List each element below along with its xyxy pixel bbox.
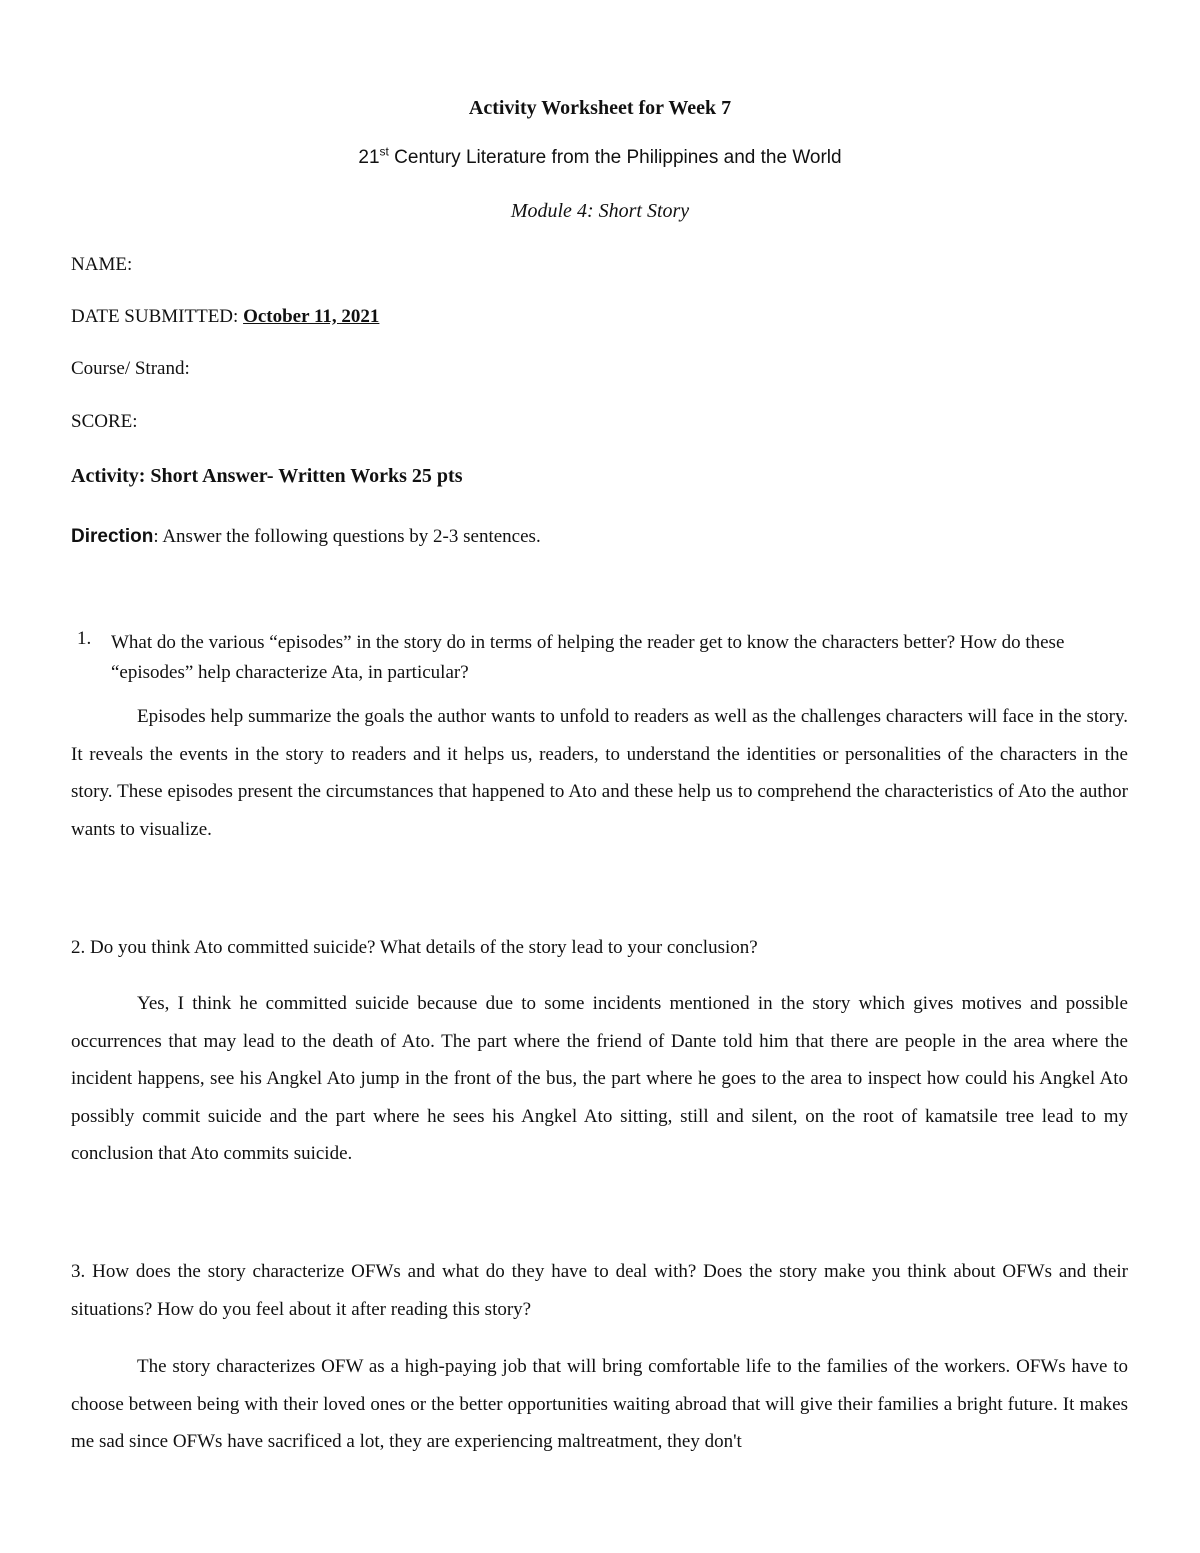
- worksheet-title: Activity Worksheet for Week 7: [468, 97, 732, 119]
- direction-line: [71, 526, 541, 549]
- course-subtitle: [0, 144, 1200, 170]
- question-text: 3. How does the story characterize OFWs and what do they have to deal with? Does the story make you think about OFWs and their situations? How do you feel about it after reading this story?: [71, 1261, 1128, 1320]
- question-text: What do the various “episodes” in the story do in terms of helping the reader get to know the characters better? How do these “episodes” help characterize Ata, in particular?: [111, 632, 1065, 683]
- direction-text: : Answer the following questions by 2-3 sentences.: [153, 526, 541, 547]
- answer-paragraph: The story characterizes OFW as a high-paying job that will bring comfortable life to the families of the workers. OFWs have to choose between being with their loved ones or the better opportunities waiting abroad that will give their families a bright future. It makes me sad since OFWs have sacrificed a lot, they are experiencing maltreatment, they don't: [71, 1356, 1128, 1452]
- date-submitted-field: [71, 306, 379, 329]
- course-strand-field: Course/ Strand:: [71, 358, 190, 379]
- activity-heading: Activity: Short Answer- Written Works 25 pts: [71, 465, 463, 487]
- date-label: DATE SUBMITTED:: [71, 306, 244, 327]
- subtitle-prefix: 21: [358, 147, 380, 168]
- answer-paragraph: Yes, I think he committed suicide because due to some incidents mentioned in the story which gives motives and possible occurrences that may lead to the death of Ato. The part where the friend of Dante told him that there are people in the area where the incident happens, see his Angkel Ato jump in the front of the bus, the part where he goes to the area to inspect how could his Angkel Ato possibly commit suicide and the part where he sees his Angkel Ato sitting, still and silent, on the root of kamatsile tree lead to my conclusion that Ato commits suicide.: [71, 993, 1128, 1164]
- subtitle-rest: Century Literature from the Philippines and the World: [388, 147, 842, 168]
- direction-label: Direction: [71, 526, 154, 547]
- date-value: October 11, 2021: [243, 306, 380, 327]
- module-title: Module 4: Short Story: [510, 200, 690, 222]
- subtitle-superscript: st: [379, 144, 389, 159]
- answer-paragraph: Episodes help summarize the goals the author wants to unfold to readers as well as the challenges characters will face in the story. It reveals the events in the story to readers and it helps us, readers, to understand the identities or personalities of the characters in the story. These episodes present the circumstances that happened to Ato and these help us to comprehend the characteristics of Ato the author wants to visualize.: [71, 706, 1128, 840]
- question-number: 1.: [77, 628, 92, 649]
- question-text: 2. Do you think Ato committed suicide? What details of the story lead to your conclusion?: [71, 937, 758, 958]
- name-field: NAME:: [71, 254, 133, 275]
- score-field: SCORE:: [71, 411, 138, 432]
